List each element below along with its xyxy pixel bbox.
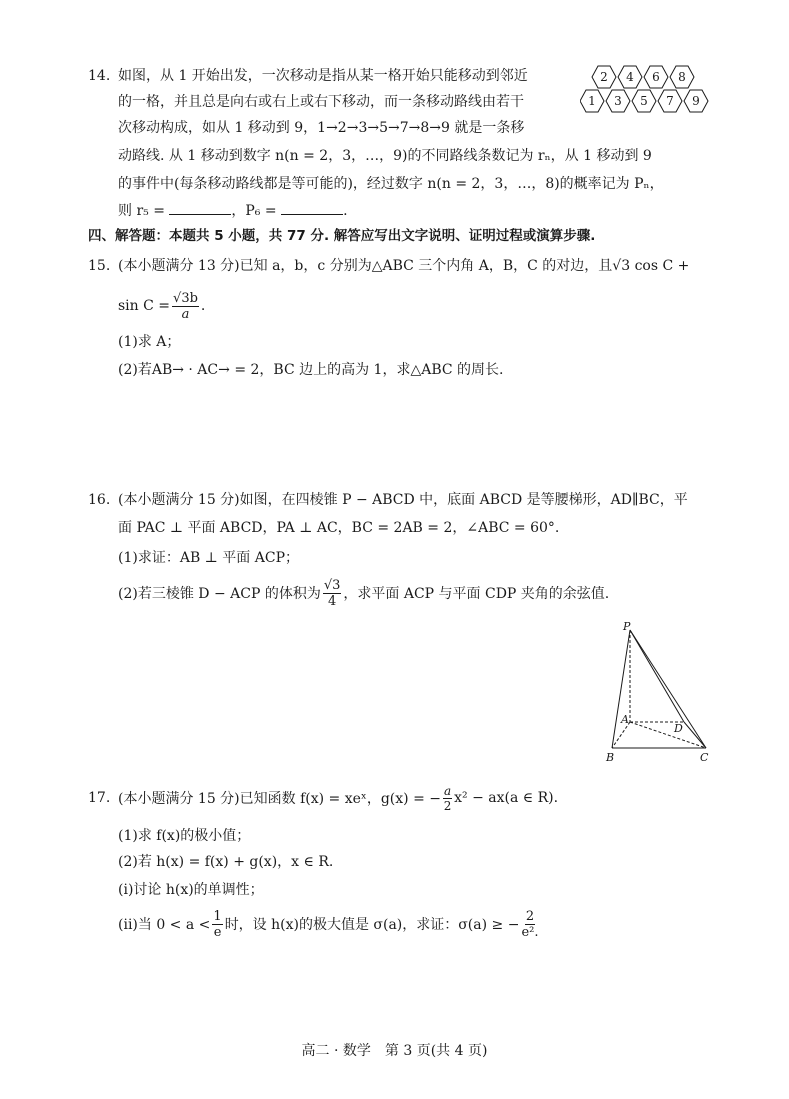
hex-label-1: 1 [588, 94, 596, 108]
q17-sub-2: (2)若 h(x) = f(x) + g(x)，x ∈ R. [118, 854, 334, 870]
q15-line-2-post: . [200, 298, 206, 314]
fig-label-c: C [700, 751, 709, 764]
q14-line-2: 的一格，并且总是向右或右上或右下移动，而一条移动路线由若干 [118, 94, 524, 110]
q15-frac-den: a [181, 306, 190, 322]
q16-sub-2-post: ，求平面 ACP 与平面 CDP 夹角的余弦值. [343, 586, 610, 602]
hexagon-grid-figure [580, 62, 710, 122]
q17-number: 17. [88, 790, 111, 806]
r5-answer-blank[interactable] [169, 200, 231, 215]
q17-frac2-num: 1 [213, 908, 222, 924]
q16-sub-1: (1)求证：AB ⊥ 平面 ACP； [118, 550, 299, 566]
section-heading: 四、解答题：本题共 5 小题，共 77 分. 解答应写出文字说明、证明过程或演算步骤. [88, 228, 596, 244]
q15-line-1: (本小题满分 13 分)已知 a，b，c 分别为△ABC 三个内角 A，B，C 的对边，且√3 cos C + [118, 258, 690, 274]
q14-answer-line [118, 200, 348, 221]
q16-number: 16. [88, 492, 111, 508]
q15-sub-1: (1)求 A； [118, 334, 181, 350]
q14-answer-mid: ，P₆ = [231, 203, 277, 219]
page-footer: 高二 · 数学 第 3 页(共 4 页) [301, 1043, 488, 1059]
q16-line-2: 面 PAC ⊥ 平面 ABCD，PA ⊥ AC，BC = 2AB = 2，∠ABC = 60°. [118, 520, 560, 536]
q17-sub-2-ii-pre: (ii)当 0 < a < [118, 917, 211, 933]
q17-line-1-pre: (本小题满分 15 分)已知函数 f(x) = xeˣ，g(x) = − [118, 791, 441, 807]
q15-line-2 [118, 288, 205, 324]
q14-number: 14. [88, 68, 111, 84]
hex-label-8: 8 [678, 70, 686, 84]
hex-label-2: 2 [600, 70, 608, 84]
q14-line-3: 次移动构成，如从 1 移动到 9，1→2→3→5→7→8→9 就是一条移 [118, 120, 525, 136]
fig-label-p: P [623, 620, 631, 633]
q14-answer-prefix: 则 r₅ = [118, 203, 165, 219]
q15-line-2-pre: sin C = [118, 298, 171, 314]
q15-sub-2: (2)若AB→ · AC→ = 2，BC 边上的高为 1，求△ABC 的周长. [118, 362, 504, 378]
q16-frac-den: 4 [327, 593, 337, 609]
q17-fraction-1 [443, 784, 452, 813]
q16-sub-2 [118, 574, 609, 612]
q16-line-1: (本小题满分 15 分)如图，在四棱锥 P − ABCD 中，底面 ABCD 是等腰梯形，AD∥BC，平 [118, 492, 688, 508]
q17-sub-2-ii [118, 904, 541, 944]
q17-frac3-den: e². [521, 924, 539, 940]
q17-fraction-2 [212, 909, 222, 940]
q17-frac1-den: 2 [443, 798, 452, 813]
hex-label-6: 6 [652, 70, 660, 84]
q17-frac3-num: 2 [525, 908, 535, 924]
q17-sub-2-ii-mid: 时，设 h(x)的极大值是 σ(a)，求证：σ(a) ≥ − [224, 917, 520, 933]
fig-label-d: D [674, 722, 683, 735]
q14-line-1: 如图，从 1 开始出发，一次移动是指从某一格开始只能移动到邻近 [118, 68, 528, 84]
hex-label-9: 9 [692, 94, 700, 108]
hex-label-3: 3 [614, 94, 622, 108]
p6-answer-blank[interactable] [281, 200, 343, 215]
q16-frac-num: √3 [323, 577, 341, 593]
q17-frac1-num: a [443, 783, 452, 798]
q17-line-1-post: x² − ax(a ∈ R). [454, 790, 559, 806]
q16-fraction [323, 578, 342, 609]
q17-sub-1: (1)求 f(x)的极小值； [118, 828, 251, 844]
q14-answer-end: . [343, 203, 348, 219]
fig-label-b: B [606, 751, 615, 764]
q15-fraction [172, 291, 199, 322]
q17-frac2-den: e [213, 924, 222, 940]
hex-label-5: 5 [640, 94, 648, 108]
q17-fraction-3 [521, 909, 538, 940]
q17-line-1 [118, 780, 558, 816]
q14-line-5: 的事件中(每条移动路线都是等可能的)，经过数字 n(n = 2，3，…，8)的概率记为 Pₙ， [118, 176, 664, 192]
q15-number: 15. [88, 258, 111, 274]
hex-label-7: 7 [666, 94, 674, 108]
q15-frac-num: √3b [173, 290, 198, 306]
q14-line-4: 动路线. 从 1 移动到数字 n(n = 2，3，…，9)的不同路线条数记为 rₙ，从 1 移动到 9 [118, 148, 652, 164]
q16-sub-2-pre: (2)若三棱锥 D − ACP 的体积为 [118, 586, 321, 602]
q17-sub-2-i: (i)讨论 h(x)的单调性； [118, 882, 264, 898]
hex-label-4: 4 [626, 70, 634, 84]
fig-label-a: A [621, 713, 629, 726]
pyramid-figure [598, 618, 718, 768]
